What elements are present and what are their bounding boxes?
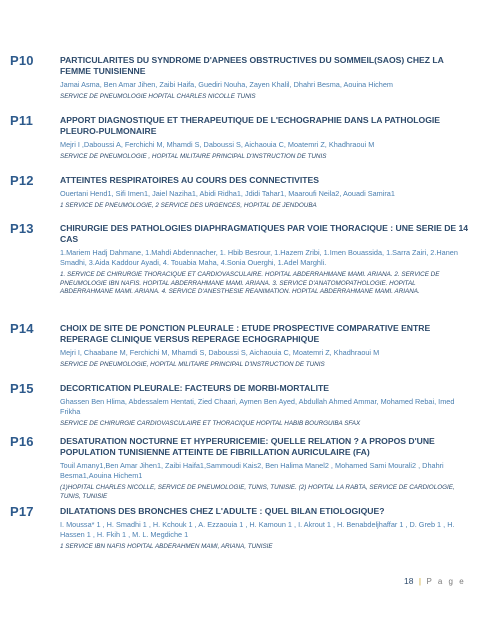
abstract-authors: I. Moussa* 1 , H. Smadhi 1 , H. Kchouk 1 , A. Ezzaouia 1 , H. Kamoun 1 , I. Akrout 1 , H. Benabdeljhaffar 1 , D. Greb 1 , H. Hassen 1 , H. Fkih 1 , M. L. Megdiche 1 [60, 520, 455, 539]
page-footer [404, 576, 466, 586]
poster-id: P13 [10, 221, 34, 236]
abstract-title: PARTICULARITES DU SYNDROME D'APNEES OBSTRUCTIVES DU SOMMEIL(SAOS) CHEZ LA FEMME TUNISIENNE [60, 55, 444, 76]
abstract-affiliation: (1)HOPITAL CHARLES NICOLLE, SERVICE DE PNEUMOLOGIE, TUNIS, TUNISIE. (2) HOPITAL LA RABTA, SERVICE DE CARDIOLOGIE, TUNIS, TUNISIE [60, 484, 455, 500]
poster-id: P17 [10, 504, 34, 519]
footer-page-label: P a g e [426, 577, 466, 586]
abstract-affiliation: 1. SERVICE DE CHIRURGIE THORACIQUE ET CARDIOVASCULAIRE. HOPITAL ABDERRAHMANE MAMI. ARIANA. 2. SERVICE DE PNEUMOLOGIE IBN NAFIS. HOPITAL ABDERRAHMANE MAMI. ARIANA. 3. SERVICE D'ANATOMOPATHOLOGIE. HOPITAL ABDERRAHMANE MAMI. ARIANA. 4. SERVICE D'ANESTHESIE REANIMATION. HOPITAL ABDERRAHMANE MAMI. ARIANA. [60, 271, 440, 295]
abstract-authors: Ghassen Ben Hlima, Abdessalem Hentati, Zied Chaari, Aymen Ben Ayed, Abdullah Ahmed Ammar, Mohamed Rebai, Imed Frikha [60, 397, 455, 416]
abstract-entry-p10 [10, 53, 470, 102]
abstract-title: APPORT DIAGNOSTIQUE ET THERAPEUTIQUE DE L'ECHOGRAPHIE DANS LA PATHOLOGIE PLEURO-PULMONAIRE [60, 115, 441, 136]
abstract-entry-p14 [10, 321, 470, 370]
abstract-title: DECORTICATION PLEURALE: FACTEURS DE MORBI-MORTALITE [60, 383, 329, 393]
abstract-entry-p17 [10, 504, 470, 552]
page-number: 18 [404, 576, 414, 586]
poster-id: P12 [10, 173, 34, 188]
abstract-affiliation: SERVICE DE PNEUMOLOGIE HOPITAL CHARLES NICOLLE TUNIS [60, 93, 256, 100]
abstract-affiliation: 1 SERVICE DE PNEUMOLOGIE, 2 SERVICE DES URGENCES, HOPITAL DE JENDOUBA [60, 202, 317, 209]
abstract-authors: 1.Mariem Hadj Dahmane, 1.Mahdi Abdennacher, 1. Hbib Besrour, 1.Hazem Zribi, 1.Imen Bouassida, 1.Sarra Zairi, 2.Hanen Smadhi, 3.Aida Kaddour Ayadi, 4. Touabia Maha, 4.Sonia Ouerghi, 1.Adel Marghli. [60, 248, 458, 267]
abstract-title: CHOIX DE SITE DE PONCTION PLEURALE : ETUDE PROSPECTIVE COMPARATIVE ENTRE REPERAGE CLINIQUE VERSUS REPERAGE ECHOGRAPHIQUE [60, 323, 431, 344]
abstract-authors: Jamai Asma, Ben Amar Jihen, Zaibi Haifa, Guediri Nouha, Zayen Khalil, Dhahri Besma, Aouina Hichem [60, 80, 393, 89]
abstract-title: ATTEINTES RESPIRATOIRES AU COURS DES CONNECTIVITES [60, 175, 319, 185]
abstract-title: DESATURATION NOCTURNE ET HYPERURICEMIE: QUELLE RELATION ? A PROPOS D'UNE POPULATION TUNISIENNE ATTEINTE DE FIBRILLATION AURICULAIRE (FA) [60, 436, 435, 457]
poster-id: P16 [10, 434, 34, 449]
abstract-entry-p13 [10, 221, 470, 297]
abstract-entry-p15 [10, 381, 470, 429]
abstract-entry-p12 [10, 173, 470, 211]
abstract-title: DILATATIONS DES BRONCHES CHEZ L'ADULTE : QUEL BILAN ETIOLOGIQUE? [60, 506, 385, 516]
abstract-authors: Touil Amany1,Ben Amar Jihen1, Zaibi Haifa1,Sammoudi Kais2, Ben Halima Manel2 , Mohamed Sami Mourali2 , Dhahri Besma1,Aouina Hichem1 [60, 461, 444, 480]
abstract-authors: Ouertani Hend1, Sifi Imen1, Jaiel Naziha1, Abidi Ridha1, Jdidi Tahar1, Maaroufi Neila2, Aouadi Samira1 [60, 189, 395, 198]
footer-separator: | [418, 576, 422, 586]
abstract-entry-p16 [10, 434, 470, 501]
abstract-entry-p11 [10, 113, 470, 162]
abstract-affiliation: SERVICE DE CHIRURGIE CARDIOVASCULAIRE ET THORACIQUE HOPITAL HABIB BOURGUIBA SFAX [60, 420, 361, 427]
abstract-affiliation: SERVICE DE PNEUMOLOGIE, HOPITAL MILITAIRE PRINCIPAL D'INSTRUCTION DE TUNIS [60, 361, 325, 368]
poster-id: P11 [10, 113, 34, 128]
poster-id: P15 [10, 381, 34, 396]
abstract-title: CHIRURGIE DES PATHOLOGIES DIAPHRAGMATIQUES PAR VOIE THORACIQUE : UNE SERIE DE 14 CAS [60, 223, 469, 244]
abstract-authors: Mejri I, Chaabane M, Ferchichi M, Mhamdi S, Daboussi S, Aichaouia C, Moatemri Z, Khadhraoui M [60, 348, 380, 357]
poster-id: P14 [10, 321, 34, 336]
abstract-authors: Mejri I ,Daboussi A, Ferchichi M, Mhamdi S, Daboussi S, Aichaouia C, Moatemri Z, Khadhraoui M [60, 140, 375, 149]
poster-id: P10 [10, 53, 34, 68]
abstract-affiliation: 1 SERVICE IBN NAFIS HOPITAL ABDERAHMEN MAMI, ARIANA, TUNISIE [60, 543, 273, 550]
abstract-affiliation: SERVICE DE PNEUMOLOGIE , HOPITAL MILITAIRE PRINCIPAL D'INSTRUCTION DE TUNIS [60, 153, 327, 160]
